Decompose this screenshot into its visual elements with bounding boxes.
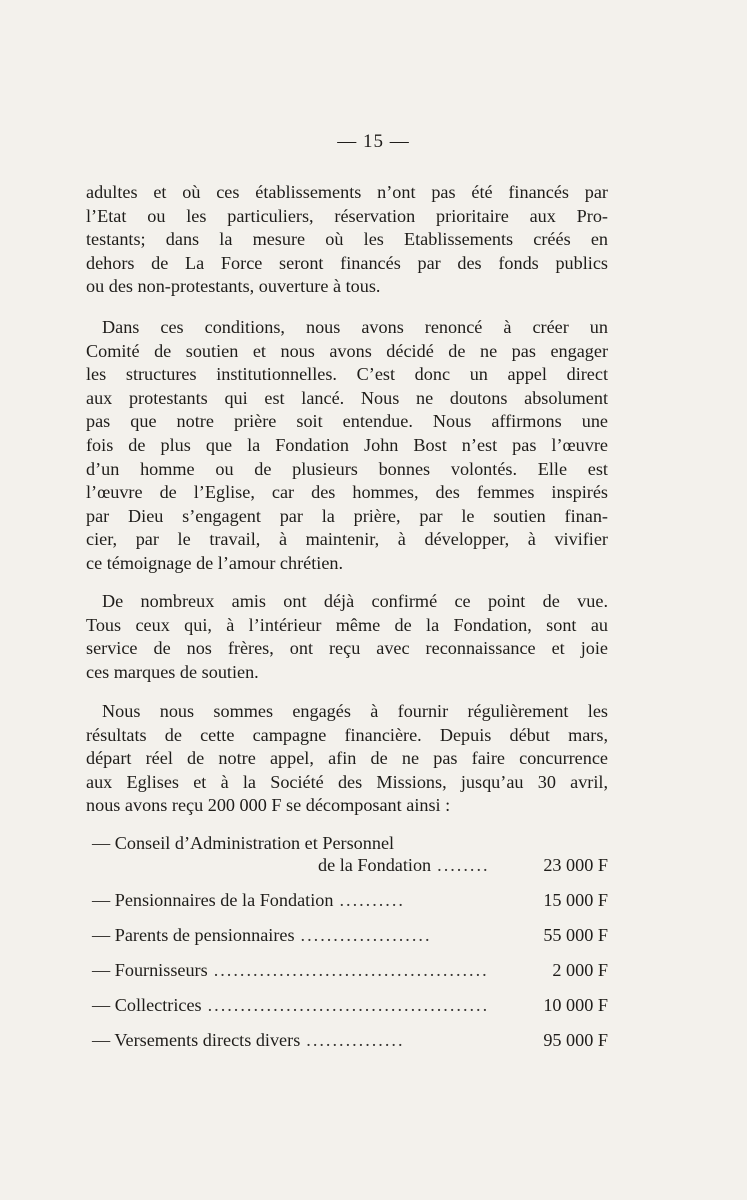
breakdown-label: — Collectrices	[92, 995, 202, 1015]
text-line: pas que notre prière soit entendue. Nous affirmons une	[86, 411, 608, 432]
text-line: Tous ceux qui, à l’intérieur même de la Fondation, sont au	[86, 614, 608, 635]
text-line: service de nos frères, ont reçu avec reconnaissance et joie	[86, 638, 608, 659]
breakdown-amount: 23 000 F	[543, 855, 608, 875]
text-line: fois de plus que la Fondation John Bost n’est pas l’œuvre	[86, 434, 608, 455]
text-line: testants; dans la mesure où les Etablissements créés en	[86, 229, 608, 250]
breakdown-label: — Parents de pensionnaires	[92, 925, 295, 945]
leader-dots: ..........	[339, 890, 405, 910]
text-line: dehors de La Force seront financés par des fonds publics	[86, 252, 608, 273]
breakdown-label: — Conseil d’Administration et Personnel	[92, 833, 395, 853]
text-line: aux Eglises et à la Société des Missions, jusqu’au 30 avril,	[86, 771, 608, 792]
text-line: ce témoignage de l’amour chrétien.	[86, 552, 344, 573]
breakdown-row	[92, 889, 608, 924]
breakdown-row	[92, 994, 608, 1029]
contribution-breakdown	[92, 832, 608, 1064]
text-line: Nous nous sommes engagés à fournir régulièrement les	[102, 701, 608, 721]
text-line: d’un homme ou de plusieurs bonnes volontés. Elle est	[86, 458, 608, 479]
breakdown-row	[92, 924, 608, 959]
breakdown-amount: 2 000 F	[552, 960, 608, 980]
page-number: — 15 —	[337, 131, 410, 152]
breakdown-row	[92, 959, 608, 994]
text-line: l’Etat ou les particuliers, réservation prioritaire aux Pro-	[86, 205, 608, 226]
leader-dots: ...............	[306, 1030, 405, 1050]
text-line: les structures institutionnelles. C’est donc un appel direct	[86, 364, 608, 385]
breakdown-row	[92, 1029, 608, 1064]
breakdown-label: — Versements directs divers	[92, 1030, 301, 1050]
breakdown-label-continued: de la Fondation	[318, 855, 432, 875]
leader-dots: ...........................................	[207, 995, 490, 1015]
paragraph-3	[86, 590, 608, 684]
breakdown-row	[92, 832, 608, 889]
breakdown-amount: 55 000 F	[543, 925, 608, 945]
breakdown-label: — Fournisseurs	[92, 960, 208, 980]
leader-dots: ....................	[300, 925, 432, 945]
paragraph-2	[86, 316, 608, 576]
text-line: départ réel de notre appel, afin de ne pas faire concurrence	[86, 748, 608, 769]
text-line: l’œuvre de l’Eglise, car des hommes, des femmes inspirés	[86, 482, 608, 503]
text-line: aux protestants qui est lancé. Nous ne doutons absolument	[86, 387, 608, 408]
text-line: résultats de cette campagne financière. Depuis début mars,	[86, 724, 608, 745]
paragraph-4	[86, 700, 608, 818]
text-line: cier, par le travail, à maintenir, à développer, à vivifier	[86, 529, 608, 550]
breakdown-amount: 95 000 F	[543, 1030, 608, 1050]
breakdown-amount: 10 000 F	[543, 995, 608, 1015]
leader-dots: ..........................................	[213, 960, 489, 980]
text-line: nous avons reçu 200 000 F se décomposant ainsi :	[86, 795, 451, 816]
paragraph-1	[86, 181, 608, 299]
text-line: ou des non-protestants, ouverture à tous.	[86, 276, 381, 297]
text-line: adultes et où ces établissements n’ont pas été financés par	[86, 182, 608, 202]
text-line: Comité de soutien et nous avons décidé de ne pas engager	[86, 340, 608, 361]
leader-dots: ........	[437, 855, 490, 875]
breakdown-label: — Pensionnaires de la Fondation	[92, 890, 334, 910]
text-line: De nombreux amis ont déjà confirmé ce point de vue.	[102, 591, 608, 611]
text-line: par Dieu s’engagent par la prière, par le soutien finan-	[86, 505, 608, 526]
text-line: ces marques de soutien.	[86, 661, 259, 682]
text-line: Dans ces conditions, nous avons renoncé à créer un	[102, 317, 608, 337]
breakdown-amount: 15 000 F	[543, 890, 608, 910]
